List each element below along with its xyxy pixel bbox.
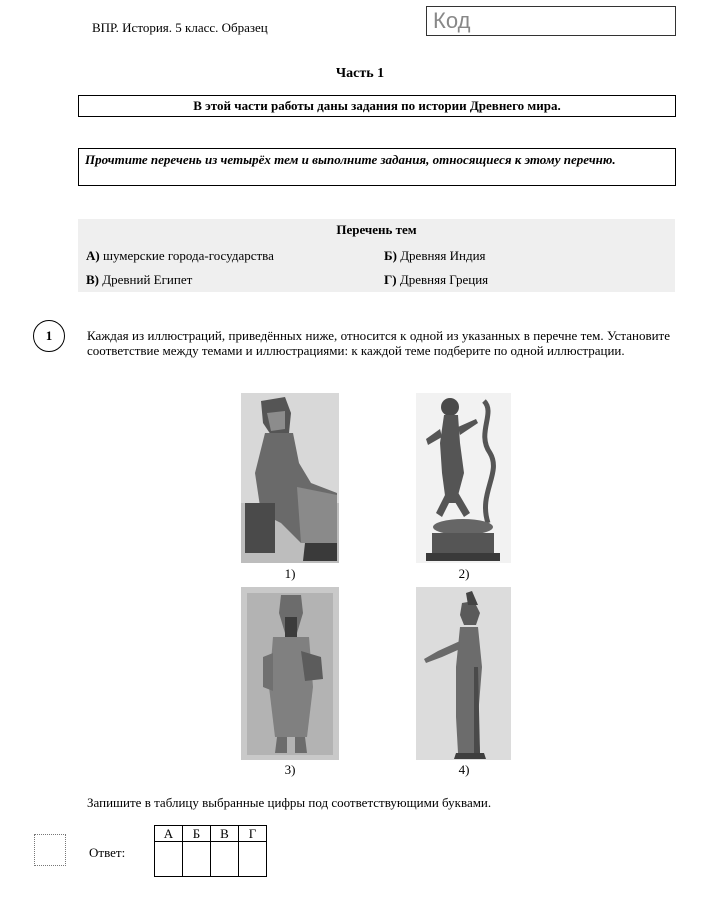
- answer-header-a: А: [155, 826, 183, 842]
- question-number: 1: [33, 320, 65, 352]
- answer-table: [154, 825, 267, 877]
- theme-letter: А): [86, 248, 100, 263]
- illustration-caption: 2): [458, 566, 470, 581]
- answer-header-g: Г: [239, 826, 267, 842]
- theme-letter: В): [86, 272, 99, 287]
- theme-text: шумерские города-государства: [102, 248, 274, 263]
- part-title: Часть 1: [335, 66, 385, 81]
- seated-pharaoh-statue-image: [241, 393, 339, 563]
- theme-text: Древний Египет: [102, 272, 193, 287]
- theme-item-g: [384, 272, 488, 288]
- athena-statue-image: [416, 587, 511, 760]
- themes-list-panel: [78, 219, 675, 292]
- theme-text: Древняя Греция: [399, 272, 489, 287]
- illustration-caption: 1): [284, 566, 296, 581]
- theme-text: Древняя Индия: [400, 248, 486, 263]
- illustration-caption: 4): [458, 762, 470, 777]
- illustration-caption: 3): [284, 762, 296, 777]
- instruction-box: Прочтите перечень из четырёх тем и выполните задания, относящиеся к этому перечню.: [78, 148, 676, 186]
- answer-header-b: Б: [183, 826, 211, 842]
- bearded-king-relief-image: [241, 587, 339, 760]
- write-instruction: Запишите в таблицу выбранные цифры под соответствующими буквами.: [87, 795, 492, 810]
- theme-letter: Г): [384, 272, 397, 287]
- document-header-title: ВПР. История. 5 класс. Образец: [92, 20, 268, 35]
- theme-item-b: [384, 248, 486, 264]
- theme-item-v: [86, 272, 192, 288]
- themes-title: Перечень тем: [336, 222, 417, 237]
- section-note: В этой части работы даны задания по истории Древнего мира.: [78, 95, 676, 117]
- question-text: Каждая из иллюстраций, приведённых ниже, относится к одной из указанных в перечне тем. Установите соответствие между темами и иллюстрациями: к каждой теме подберите по одной иллюстрации.: [87, 328, 670, 358]
- answer-label: Ответ:: [89, 845, 126, 860]
- dancing-deity-bronze-image: [416, 393, 511, 563]
- code-field[interactable]: Код: [426, 6, 676, 36]
- theme-letter: Б): [384, 248, 397, 263]
- answer-cell-g[interactable]: [239, 842, 267, 877]
- answer-cell-b[interactable]: [183, 842, 211, 877]
- score-box: [34, 834, 66, 866]
- answer-cell-a[interactable]: [155, 842, 183, 877]
- theme-item-a: [86, 248, 274, 264]
- answer-header-v: В: [211, 826, 239, 842]
- answer-cell-v[interactable]: [211, 842, 239, 877]
